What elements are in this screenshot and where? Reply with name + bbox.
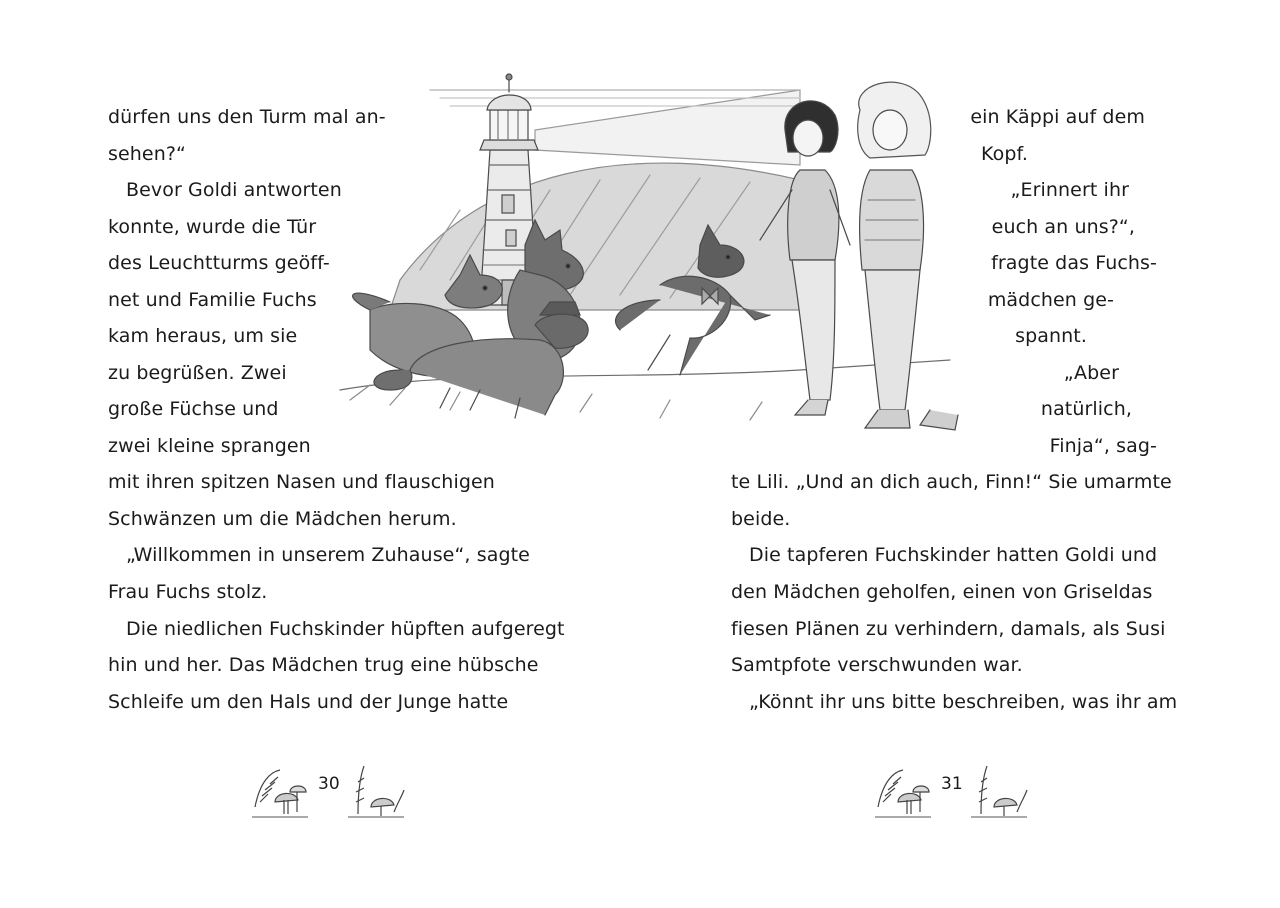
text-line: Schleife um den Hals und der Junge hatte — [108, 691, 509, 713]
text-line: natürlich, — [1040, 398, 1132, 420]
text-line: hin und her. Das Mädchen trug eine hübsche — [108, 654, 539, 676]
text-line: spannt. — [1015, 325, 1087, 347]
lighthouse-foxes-girls-sketch-icon — [330, 70, 1030, 455]
text-line: den Mädchen geholfen, einen von Griseldas — [731, 581, 1153, 603]
text-line: konnte, wurde die Tür — [108, 216, 317, 238]
text-line: „Könnt ihr uns bitte beschreiben, was ihr am — [749, 691, 1178, 713]
mushroom-fern-ornament-icon — [346, 762, 406, 820]
text-line: Finja“, sag- — [1049, 435, 1157, 457]
text-line: Bevor Goldi antworten — [126, 179, 342, 201]
mushroom-fern-ornament-icon — [969, 762, 1029, 820]
text-line: Die niedlichen Fuchskinder hüpften aufgeregt — [126, 618, 565, 640]
text-line: mit ihren spitzen Nasen und flauschigen — [108, 471, 495, 493]
text-line: zwei kleine sprangen — [108, 435, 311, 457]
text-line: te Lili. „Und an dich auch, Finn!“ Sie umarmte — [731, 471, 1172, 493]
mushroom-fern-ornament-icon — [873, 762, 933, 820]
text-line: sehen?“ — [108, 143, 186, 165]
text-line: euch an uns?“, — [991, 216, 1135, 238]
text-line: Samtpfote verschwunden war. — [731, 654, 1023, 676]
text-line: Kopf. — [981, 143, 1029, 165]
text-line: fragte das Fuchs- — [991, 252, 1157, 274]
text-line: beide. — [731, 508, 791, 530]
text-line: net und Familie Fuchs — [108, 289, 317, 311]
text-line: mädchen ge- — [987, 289, 1114, 311]
text-line: ein Käppi auf dem — [970, 106, 1145, 128]
text-line: große Füchse und — [108, 398, 279, 420]
text-line: Frau Fuchs stolz. — [108, 581, 268, 603]
page-number: 30 — [318, 774, 340, 794]
text-line: dürfen uns den Turm mal an- — [108, 106, 386, 128]
text-line: „Erinnert ihr — [1010, 179, 1129, 201]
text-line: Die tapferen Fuchskinder hatten Goldi und — [749, 544, 1158, 566]
text-line: des Leuchtturms geöff- — [108, 252, 330, 274]
text-line: Schwänzen um die Mädchen herum. — [108, 508, 457, 530]
page-number: 31 — [941, 774, 963, 794]
mushroom-fern-ornament-icon — [250, 762, 310, 820]
text-line: zu begrüßen. Zwei — [108, 362, 287, 384]
text-line: „Willkommen in unserem Zuhause“, sagte — [126, 544, 530, 566]
text-line: „Aber — [1063, 362, 1119, 384]
text-line: fiesen Plänen zu verhindern, damals, als Susi — [731, 618, 1166, 640]
text-line: kam heraus, um sie — [108, 325, 298, 347]
